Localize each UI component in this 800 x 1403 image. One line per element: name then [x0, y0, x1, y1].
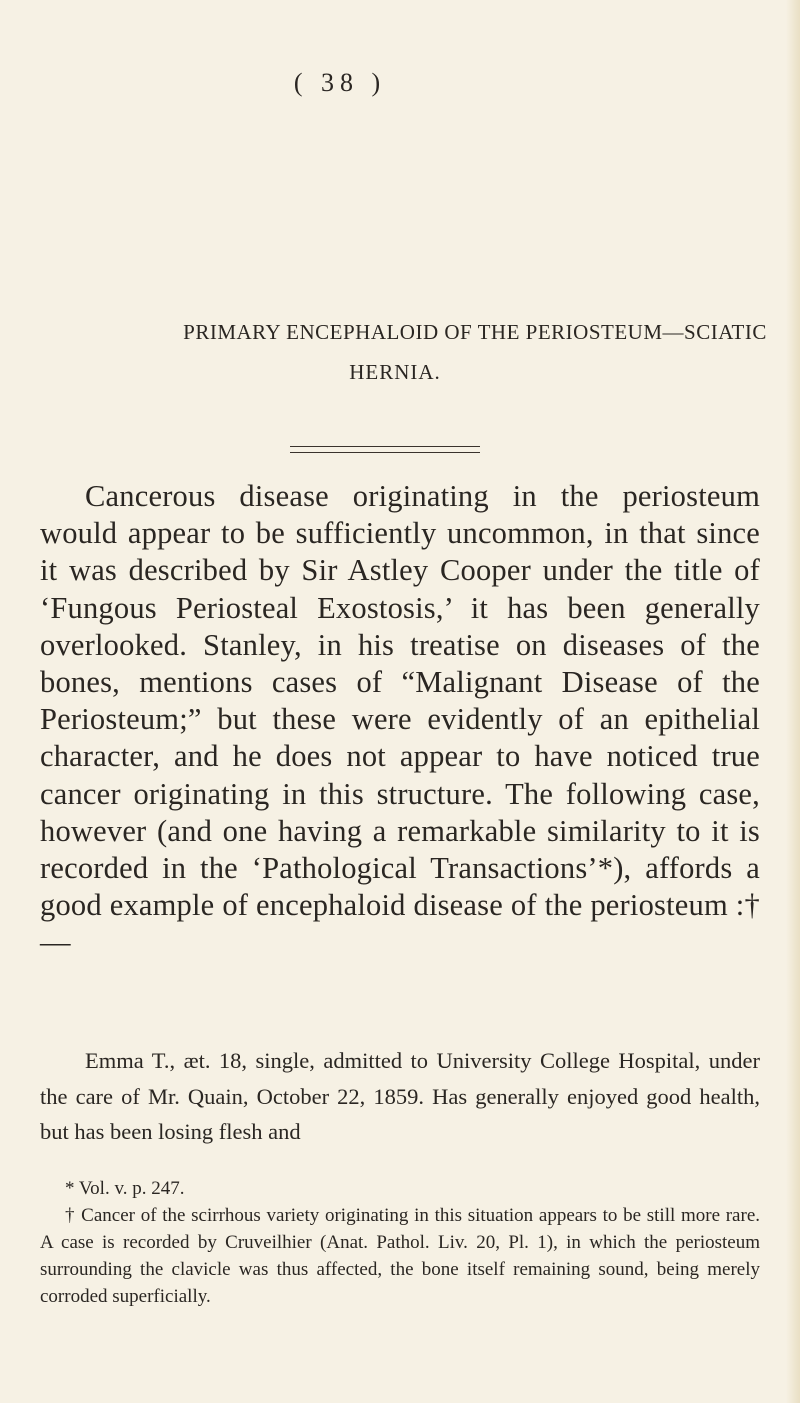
- body-paragraph: Cancerous disease originating in the periosteum would appear to be sufficiently uncommon, in that since it was described by Sir Astley Cooper under the title of ‘Fungous Periosteal Exostosis,’ it has been generally overlooked. Stanley, in his treatise on diseases of the bones, mentions cases of “Malignant Disease of the Periosteum;” but these were evidently of an epithelial character, and he does not appear to have noticed true cancer originating in this structure. The following case, however (and one having a remarkable similarity to it is recorded in the ‘Pathological Transactions’*), affords a good example of encephaloid disease of the periosteum :†—: [40, 479, 760, 960]
- chapter-heading-line-2: HERNIA.: [349, 360, 441, 384]
- footnote: † Cancer of the scirrhous variety originating in this situation appears to be still more rare. A case is recorded by Cruveilhier (Anat. Pathol. Liv. 20, Pl. 1), in which the periosteum surrounding the clavicle was thus affected, the bone itself remaining sound, being merely corroded superficially.: [40, 1205, 760, 1307]
- footnotes: [40, 1175, 760, 1310]
- chapter-heading-line-1: PRIMARY ENCEPHALOID OF THE PERIOSTEUM—SCIATIC: [183, 320, 767, 344]
- footnote: * Vol. v. p. 247.: [65, 1178, 185, 1199]
- case-report: [40, 1043, 760, 1150]
- main-text: [40, 478, 760, 962]
- page-edge-shadow: [786, 0, 800, 1403]
- double-rule-divider: [290, 446, 480, 453]
- case-paragraph: Emma T., æt. 18, single, admitted to University College Hospital, under the care of Mr. Quain, October 22, 1859. Has generally enjoyed good health, but has been losing flesh and: [40, 1048, 760, 1144]
- page-number: ( 38 ): [293, 68, 387, 97]
